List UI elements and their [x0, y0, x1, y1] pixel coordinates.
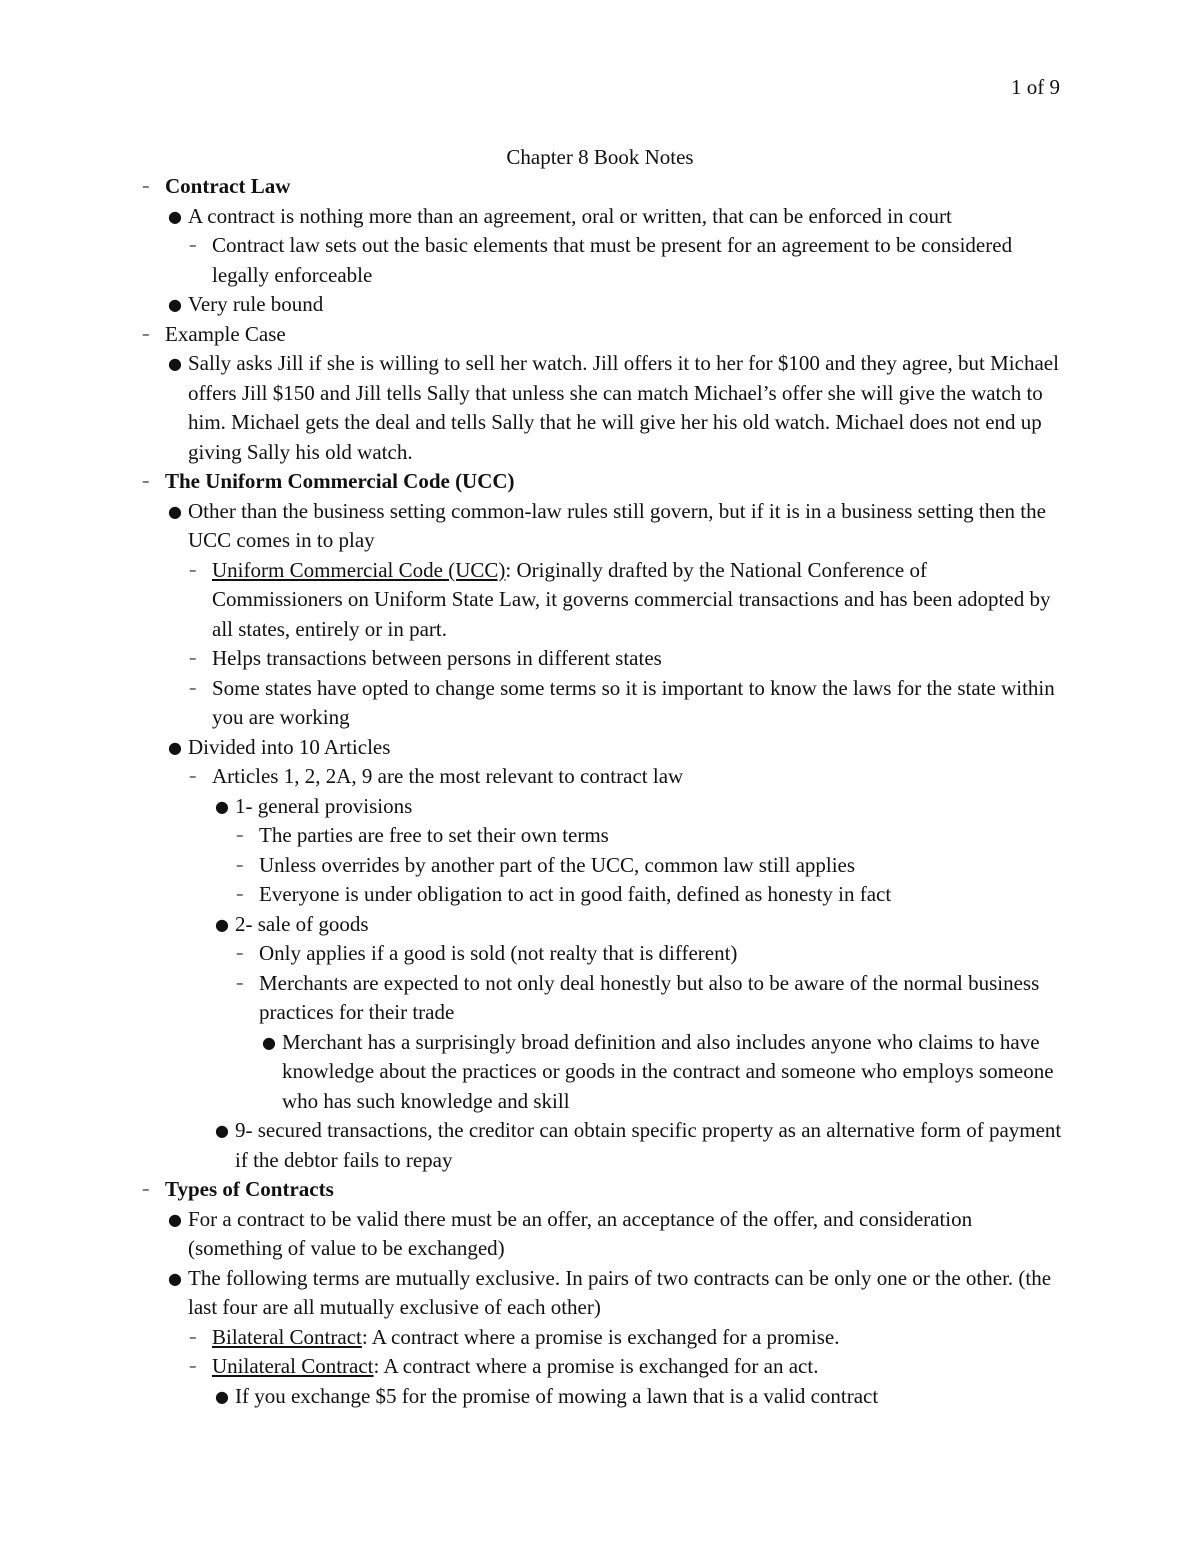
page-title: Chapter 8 Book Notes: [506, 145, 694, 169]
outline-text: Contract Law: [165, 174, 291, 198]
outline-text: : A contract where a promise is exchanged for a promise.: [361, 1324, 840, 1349]
outline-item: [140, 733, 1062, 763]
outline-item: [140, 821, 1062, 851]
bullet-marker-icon: ●: [215, 914, 229, 934]
outline-item: [140, 851, 1062, 881]
outline-text: Everyone is under obligation to act in good faith, defined as honesty in fact: [259, 882, 892, 906]
outline-text: Types of Contracts: [165, 1177, 334, 1201]
outline-heading: [140, 467, 1062, 497]
notes-outline: [140, 172, 1062, 1411]
outline-item: [140, 1205, 1062, 1264]
dash-marker-icon: –: [189, 1357, 197, 1375]
outline-item: [140, 1028, 1062, 1117]
outline-item: [140, 1116, 1062, 1175]
dash-marker-icon: –: [142, 177, 150, 195]
bullet-marker-icon: ●: [262, 1032, 276, 1052]
dash-marker-icon: –: [189, 560, 197, 579]
outline-item: [140, 644, 1062, 674]
outline-item: [140, 1352, 1062, 1382]
outline-text: 1- general provisions: [235, 793, 413, 818]
outline-text: Contract law sets out the basic elements that must be present for an agreement to be considered legally enforceable: [212, 233, 1013, 287]
bullet-marker-icon: ●: [215, 1386, 229, 1406]
bullet-marker-icon: ●: [168, 1268, 182, 1288]
outline-item: [140, 1382, 1062, 1412]
bullet-marker-icon: ●: [215, 796, 229, 816]
dash-marker-icon: –: [236, 944, 244, 962]
bullet-marker-icon: ●: [168, 206, 182, 226]
outline-text: : A contract where a promise is exchanged for an act.: [373, 1354, 819, 1378]
outline-text: Example Case: [165, 321, 286, 346]
outline-text: Divided into 10 Articles: [188, 734, 391, 759]
outline-item: [140, 556, 1062, 645]
dash-marker-icon: –: [236, 855, 244, 874]
bullet-marker-icon: ●: [168, 737, 182, 757]
outline-heading: [140, 320, 1062, 350]
dash-marker-icon: –: [142, 472, 150, 490]
outline-item: [140, 1323, 1062, 1353]
outline-item: [140, 349, 1062, 467]
outline-text: Some states have opted to change some terms so it is important to know the laws for the state within you are working: [212, 675, 1055, 729]
dash-marker-icon: –: [142, 1180, 150, 1198]
outline-text: The parties are free to set their own terms: [259, 823, 609, 847]
outline-text: Helps transactions between persons in different states: [212, 646, 662, 670]
outline-text: Merchant has a surprisingly broad definition and also includes anyone who claims to have knowledge about the practices or goods in the contract and someone who employs someone who has such knowledge and skill: [282, 1029, 1054, 1113]
defined-term: Unilateral Contract: [212, 1354, 374, 1378]
outline-text: The Uniform Commercial Code (UCC): [165, 469, 515, 493]
outline-item: [140, 792, 1062, 822]
outline-item: [140, 231, 1062, 290]
outline-text: 2- sale of goods: [235, 911, 369, 936]
outline-text: For a contract to be valid there must be an offer, an acceptance of the offer, and consideration (something of value to be exchanged): [188, 1206, 973, 1260]
outline-item: [140, 969, 1062, 1028]
outline-text: 9- secured transactions, the creditor can obtain specific property as an alternative form of payment if the debtor fails to repay: [235, 1118, 1062, 1172]
outline-item: [140, 202, 1062, 232]
outline-text: The following terms are mutually exclusive. In pairs of two contracts can be only one or the other. (the last four are all mutually exclusive of each other): [188, 1265, 1052, 1319]
dash-marker-icon: –: [189, 236, 197, 254]
bullet-marker-icon: ●: [168, 501, 182, 521]
outline-text: Articles 1, 2, 2A, 9 are the most relevant to contract law: [212, 764, 684, 788]
dash-marker-icon: –: [142, 324, 150, 343]
defined-term: Uniform Commercial Code (UCC): [212, 557, 506, 582]
outline-text: A contract is nothing more than an agreement, oral or written, that can be enforced in court: [188, 203, 952, 228]
outline-text: Other than the business setting common-law rules still govern, but if it is in a business setting then the UCC comes in to play: [188, 498, 1046, 552]
dash-marker-icon: –: [236, 973, 244, 992]
outline-text: : Originally drafted by the National Conference of Commissioners on Uniform State Law, it governs commercial transactions and has been adopted by all states, entirely or in part.: [212, 557, 1051, 641]
dash-marker-icon: –: [189, 767, 197, 785]
outline-item: [140, 1264, 1062, 1323]
outline-text: Sally asks Jill if she is willing to sell her watch. Jill offers it to her for $100 and they agree, but Michael offers Jill $150 and Jill tells Sally that unless she can match Michael’s offer she will give the watch to him. Michael gets the deal and tells Sally that he will give her his old watch. Michael does not end up giving Sally his old watch.: [188, 351, 1059, 464]
outline-item: [140, 939, 1062, 969]
outline-text: Merchants are expected to not only deal honestly but also to be aware of the normal business practices for their trade: [259, 970, 1040, 1024]
outline-item: [140, 880, 1062, 910]
bullet-marker-icon: ●: [215, 1121, 229, 1140]
outline-item: [140, 290, 1062, 320]
outline-heading: [140, 172, 1062, 202]
dash-marker-icon: –: [236, 826, 244, 844]
outline-text: Only applies if a good is sold (not realty that is different): [259, 941, 738, 965]
outline-item: [140, 497, 1062, 556]
dash-marker-icon: –: [236, 885, 244, 903]
bullet-marker-icon: ●: [168, 354, 182, 373]
dash-marker-icon: –: [189, 678, 197, 697]
dash-marker-icon: –: [189, 1327, 197, 1346]
page-number: 1 of 9: [1011, 75, 1060, 99]
outline-heading: [140, 1175, 1062, 1205]
outline-item: [140, 910, 1062, 940]
outline-item: [140, 674, 1062, 733]
outline-text: Very rule bound: [188, 292, 324, 316]
outline-text: If you exchange $5 for the promise of mowing a lawn that is a valid contract: [235, 1383, 879, 1408]
dash-marker-icon: –: [189, 649, 197, 667]
outline-text: Unless overrides by another part of the UCC, common law still applies: [259, 852, 856, 877]
defined-term: Bilateral Contract: [212, 1324, 362, 1349]
bullet-marker-icon: ●: [168, 1209, 182, 1229]
outline-item: [140, 762, 1062, 792]
bullet-marker-icon: ●: [168, 295, 182, 314]
